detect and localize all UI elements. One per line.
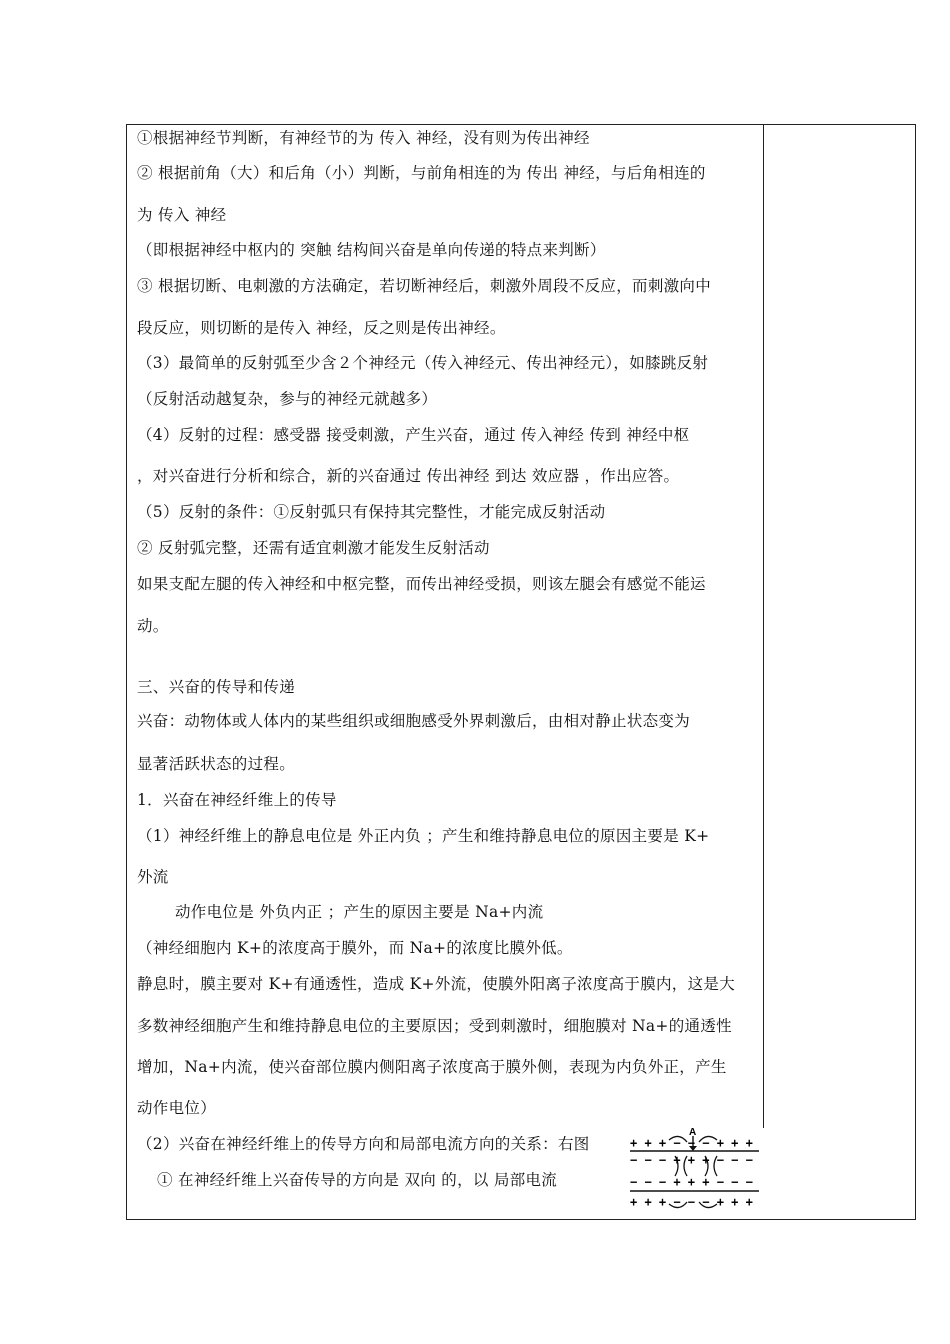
text-line: 静息时，膜主要对 K+有通透性，造成 K+外流，使膜外阳离子浓度高于膜内，这是大: [137, 975, 735, 993]
column-divider: [763, 124, 764, 1128]
text-line: （3）最简单的反射弧至少含２个神经元（传入神经元、传出神经元），如膝跳反射: [137, 354, 709, 372]
subsection-heading: 1．兴奋在神经纤维上的传导: [137, 791, 337, 809]
text-line: （反射活动越复杂，参与的神经元就越多）: [137, 390, 438, 408]
text-line: 如果支配左腿的传入神经和中枢完整，而传出神经受损，则该左腿会有感觉不能运: [137, 575, 706, 593]
text-line: （即根据神经中枢内的 突触 结构间兴奋是单向传递的特点来判断）: [137, 241, 606, 259]
text-line: 兴奋：动物体或人体内的某些组织或细胞感受外界刺激后，由相对静止状态变为: [137, 712, 691, 730]
text-line: 为 传入 神经: [137, 206, 227, 224]
section-heading: 三、兴奋的传导和传递: [137, 678, 296, 696]
text-line: （1）神经纤维上的静息电位是 外正内负 ；产生和维持静息电位的原因主要是 K+: [137, 827, 710, 845]
text-line: 动作电位）: [137, 1099, 217, 1117]
text-line: （5）反射的条件：①反射弧只有保持其完整性，才能完成反射活动: [137, 503, 606, 521]
text-line: ③ 根据切断、电刺激的方法确定，若切断神经后，刺激外周段不反应，而刺激向中: [137, 277, 712, 295]
inner-charge-bottom: − − − + + + − − −: [630, 1175, 753, 1189]
text-line: （2）兴奋在神经纤维上的传导方向和局部电流方向的关系：右图: [137, 1135, 590, 1153]
text-line: ② 根据前角（大）和后角（小）判断，与前角相连的为 传出 神经，与后角相连的: [137, 164, 706, 182]
stimulus-label: A: [689, 1127, 697, 1138]
text-line: 动。: [137, 617, 169, 635]
nerve-fiber-diagram: [627, 1126, 761, 1218]
outer-charge-top: + + + − − − + + +: [630, 1136, 753, 1150]
text-line: ，对兴奋进行分析和综合，新的兴奋通过 传出神经 到达 效应器 ，作出应答。: [137, 467, 680, 485]
text-line: 多数神经细胞产生和维持静息电位的主要原因；受到刺激时，细胞膜对 Na+的通透性: [137, 1017, 732, 1035]
outer-charge-bottom: + + + − − − + + +: [630, 1195, 753, 1209]
text-line: （4）反射的过程：感受器 接受刺激，产生兴奋，通过 传入神经 传到 神经中枢: [137, 426, 690, 444]
text-line: ② 反射弧完整，还需有适宜刺激才能发生反射活动: [137, 539, 490, 557]
inner-charge-top: − − − + + + − − −: [630, 1153, 753, 1167]
text-line: 外流: [137, 868, 169, 886]
text-line: （神经细胞内 K+的浓度高于膜外，而 Na+的浓度比膜外低。: [137, 939, 573, 957]
text-line: ①根据神经节判断，有神经节的为 传入 神经，没有则为传出神经: [137, 129, 590, 147]
text-line: 显著活跃状态的过程。: [137, 755, 296, 773]
text-line: ① 在神经纤维上兴奋传导的方向是 双向 的，以 局部电流: [157, 1171, 558, 1189]
text-line: 动作电位是 外负内正 ；产生的原因主要是 Na+内流: [175, 903, 544, 921]
text-line: 增加，Na+内流，使兴奋部位膜内侧阳离子浓度高于膜外侧，表现为内负外正，产生: [137, 1058, 727, 1076]
text-line: 段反应，则切断的是传入 神经，反之则是传出神经。: [137, 319, 506, 337]
